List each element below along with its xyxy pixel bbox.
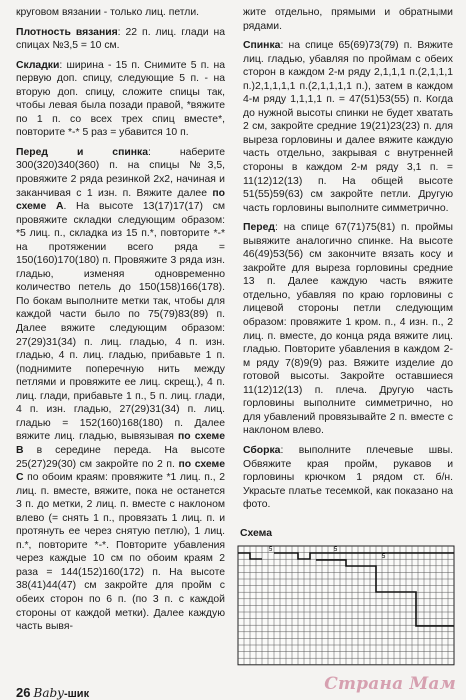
- site-watermark: Страна Мам: [324, 674, 456, 694]
- body-text: круговом вязании - только лиц. петли.: [16, 7, 200, 18]
- section-heading: Складки: [16, 59, 60, 71]
- paragraph: [243, 39, 453, 215]
- section-heading: по схеме А: [16, 187, 225, 213]
- chart-cell-label: 5: [269, 547, 273, 553]
- paragraph: [243, 221, 453, 438]
- body-text: по обоим краям: провяжите *1 лиц. п., 2 лиц. п. вместе, вяжите, пока не останется 3 п. до метки, 2 лиц. п. вместе с наклоном влево (= снять 1 п., провязать 1 лиц. п. и протянуть ее через снятую петлю), 1 лиц. п.*, повторите *-*. Повторите убавления через каждые 10 см по обоим краям 2 раза = 144(152)160(172) п. На высоте 38(41)44(47) см закройте для пройм с обеих сторон по 6 п. (по 3 п. с каждой стороны от каждой метки). Далее каждую часть вывя-: [16, 472, 225, 633]
- magazine-logo: Baby: [33, 686, 64, 700]
- section-heading: по схеме В: [16, 431, 226, 456]
- section-heading: Перед: [243, 222, 275, 234]
- chart-title: Схема: [240, 528, 272, 539]
- chart-grid: [236, 544, 456, 668]
- paragraph: [243, 444, 453, 512]
- right-column: [243, 6, 453, 512]
- paragraph: [16, 59, 225, 140]
- body-text: : на спице 65(69)73(79) п. Вяжите лиц. гладью, убавляя по проймам с обеих сторон в каждом 2-м ряду 2,1,1,1 п.(2,1,1,1 п.)2,1,1,1,1 п.(2,1,1,1,1 п.), затем в каждом 4-м ряду 1,1,1,1 п. = 47(51)53(55) п. Когда до нужной высоты спинки не будет хватать 2 см, закройте средние 19(21)23(23) п. для выреза горловины и далее вяжите каждую часть отдельно, закрывая с внутренней стороны в каждом 2-м ряду 3,1 п. = 11(12)12(13) п. На общей высоте 51(55)59(63) см закройте петли. Другую часть горловины выполните симметрично.: [243, 40, 453, 214]
- chart-cell-label: 5: [382, 554, 386, 560]
- chart-cell-label: 5: [334, 547, 338, 553]
- body-text: : на спице 67(71)75(81) п. проймы вывяжите аналогично спинке. На высоте 46(49)53(56) см закончите вязать косу и закройте для выреза горловины средние 13 п. Далее каждую часть вяжите отдельно, убавляя по краю горловины с лицевой стороны петли следующим образом: провяжите 1 кром. п., 4 изн. п., 2 лиц. п. вместе, до конца ряда вяжите лиц. гладью. Повторите убавления в каждом 2-м ряду 7(8)9(9) раз. Вяжите изделие до готовой высоты. Закройте оставшиеся 11(12)12(13) п. плеча. Другую часть горловины выполните симметрично, но для убавлений провязывайте 2 п. вместе с наклоном влево.: [243, 222, 453, 437]
- paragraph: [16, 146, 225, 634]
- body-text: : ширина - 15 п. Снимите 5 п. на первую доп. спицу, следующие 5 п. - на вторую доп. спицу, сложите спицы так, чтобы левая была позади правой, *вяжите по 1 п. со всех трех спиц вместе*, повторите *-* 5 раз = убавится 10 п.: [16, 59, 225, 139]
- magazine-logo-suffix: -шик: [63, 688, 90, 700]
- section-heading: Спинка: [243, 40, 281, 52]
- body-text: : наберите 300(320)340(360) п. на спицы №3,5, провяжите 2 ряда резинкой 2х2, начиная и заканчивая с 1 изн. п. Вяжите далее: [16, 146, 225, 199]
- left-column: [16, 6, 225, 634]
- page-number: 26: [16, 685, 31, 700]
- body-text: : 22 п. лиц. глади на спицах №3,5 = 10 см.: [16, 26, 225, 52]
- section-heading: Перед и спинка: [16, 146, 148, 158]
- body-text: : выполните плечевые швы. Обвяжите края пройм, рукавов и горловины крючком 1 рядом ст. б/н. Украсьте платье тесемкой, как показано на фото.: [243, 444, 453, 511]
- body-text: . На высоте 13(17)17(17) см провяжите складки следующим образом: *5 лиц. п., складка из 15 п.*, повторите *-* на протяжении всего ряда = 150(160)170(180) п. Провяжите 3 ряда изн. гладью, изменяя одновременно количество петель до 150(158)166(178). По бокам выполните метки так, чтобы для каждой части было по 75(79)83(89) п. Далее вяжите следующим образом: 27(29)31(34) п. лиц. гладью, 4 п. изн. гладью, 4 п. лиц. гладью, прибавьте 1 п. (поднимите поперечную нить между петлями и провяжите ее лиц. скрещ.), 4 п. лиц. глади, прибавьте 1 п., 5 п. лиц. глади, 4 п. изн. гладью, 27(29)31(34) п. лиц. гладью = 152(160)168(180) п. Далее вяжите лиц. гладью, вывязывая: [16, 201, 225, 443]
- knitting-chart: [236, 528, 456, 673]
- body-text: в середине переда. На высоте 25(27)29(30) см закройте по 2 п.: [16, 444, 225, 470]
- page-footer: [16, 685, 89, 700]
- section-heading: по схеме С: [16, 458, 225, 484]
- section-heading: Сборка: [243, 444, 281, 456]
- section-heading: Плотность вязания: [16, 26, 118, 38]
- paragraph: [243, 6, 453, 33]
- body-text: жите отдельно, прямыми и обратными рядами.: [243, 7, 453, 32]
- paragraph: [16, 6, 225, 20]
- paragraph: [16, 26, 225, 53]
